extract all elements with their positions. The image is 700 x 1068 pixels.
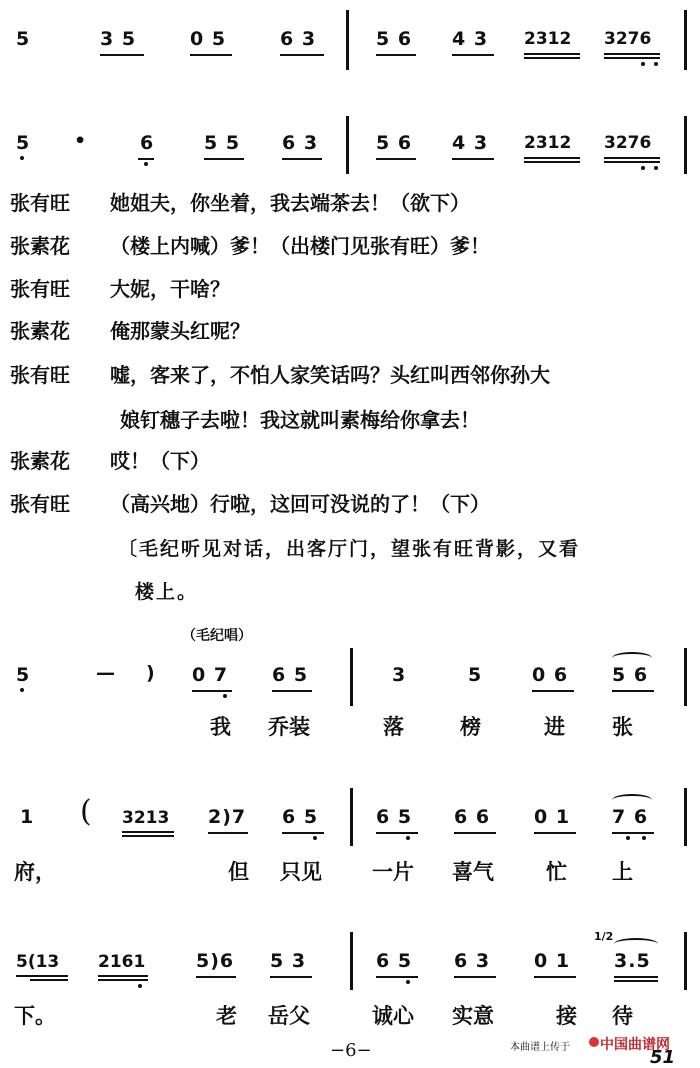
barline	[684, 648, 687, 706]
lyric: 我	[210, 714, 231, 739]
barline	[346, 116, 349, 174]
dialogue-line	[10, 233, 490, 259]
note: 5 6	[612, 664, 649, 686]
note: 2312	[524, 29, 572, 49]
note: 1	[20, 806, 35, 828]
dialogue-continuation: 娘钉穗子去啦！我这就叫素梅给你拿去！	[120, 408, 480, 432]
note: 5	[468, 664, 483, 686]
note: 5	[16, 132, 31, 154]
speaker-name: 张有旺	[10, 492, 70, 516]
lyric: 老	[216, 1003, 237, 1028]
note: 6 5	[282, 806, 319, 828]
note: 0 1	[534, 806, 571, 828]
lyric: 落	[383, 714, 404, 739]
lyric: 府，	[14, 859, 56, 884]
lyric: 上	[612, 859, 633, 884]
dialogue-text: 嘘，客来了，不怕人家笑话吗？头红叫西邻你孙大	[110, 363, 550, 387]
note: 5 5	[204, 132, 241, 154]
dialogue-line	[10, 318, 250, 344]
speaker-name: 张素花	[10, 319, 70, 343]
lyric: 但	[228, 859, 249, 884]
brand-link[interactable]: 中国曲谱网	[600, 1037, 670, 1053]
dialogue-text: （楼上内喊）爹！（出楼门见张有旺）爹！	[110, 234, 490, 258]
dialogue-line	[10, 491, 490, 517]
dialogue-text: 哎！（下）	[110, 449, 210, 473]
upload-note: 本曲谱上传于	[510, 1042, 570, 1053]
lyric: 榜	[460, 714, 481, 739]
singer-label: （毛纪唱）	[182, 628, 252, 644]
barline	[684, 932, 687, 990]
note: 5	[16, 28, 31, 50]
note: 5)6	[196, 950, 235, 972]
dialogue-line	[10, 362, 550, 388]
stage-direction: 〔毛纪听见对话，出客厅门，望张有旺背影，又看	[118, 538, 581, 560]
note: 0 6	[532, 664, 569, 686]
note: 3276	[604, 133, 652, 153]
note: )	[146, 662, 156, 684]
lyric: 接	[556, 1003, 577, 1028]
stage-direction: 楼上。	[135, 581, 199, 603]
lyric: 岳父	[268, 1003, 310, 1028]
note: 5 3	[270, 950, 307, 972]
lyric: 只见	[280, 859, 322, 884]
note: 2)7	[208, 806, 247, 828]
barline	[684, 10, 687, 70]
dialogue-text: （高兴地）行啦，这回可没说的了！（下）	[110, 492, 490, 516]
note: 3276	[604, 29, 652, 49]
dialogue-line	[10, 448, 210, 474]
barline	[684, 116, 687, 174]
speaker-name: 张素花	[10, 234, 70, 258]
paren: (	[80, 794, 92, 829]
notation-row-4	[0, 794, 700, 860]
note: 6 3	[280, 28, 317, 50]
note: 6 3	[454, 950, 491, 972]
note: 5(13	[16, 952, 60, 972]
barline	[350, 788, 353, 846]
lyric: 进	[544, 714, 565, 739]
note: 5 6	[376, 132, 413, 154]
barline	[346, 10, 349, 70]
note: 3.5	[614, 950, 651, 972]
note: 6 5	[376, 950, 413, 972]
note: 6 6	[454, 806, 491, 828]
note: 6 5	[376, 806, 413, 828]
dialogue-text: 俺那蒙头红呢？	[110, 319, 250, 343]
note: 2161	[98, 952, 146, 972]
note: 6 3	[282, 132, 319, 154]
note: 0 7	[192, 664, 229, 686]
lyric: 喜气	[452, 859, 494, 884]
dialogue-text: 她姐夫，你坐着，我去端茶去！（欲下）	[110, 191, 470, 215]
barline	[684, 788, 687, 846]
lyric: 张	[612, 714, 633, 739]
notation-row-5	[0, 930, 700, 1004]
dialogue-line	[10, 276, 230, 302]
barline	[350, 648, 353, 706]
speaker-name: 张有旺	[10, 277, 70, 301]
notation-row-2	[0, 128, 700, 188]
lyric: 下。	[14, 1003, 56, 1028]
lyric: 忙	[546, 859, 567, 884]
notation-row-1	[0, 22, 700, 82]
note: •	[74, 130, 88, 152]
note: 3 5	[100, 28, 137, 50]
speaker-name: 张有旺	[10, 363, 70, 387]
notation-row-3	[0, 660, 700, 720]
note: 5	[16, 664, 31, 686]
note: 0 1	[534, 950, 571, 972]
note: 3	[392, 664, 407, 686]
corner-page-number: 51	[650, 1047, 676, 1068]
speaker-name: 张素花	[10, 449, 70, 473]
note: 6	[140, 132, 155, 154]
lyric: 一片	[372, 859, 414, 884]
note: 2312	[524, 133, 572, 153]
note: 0 5	[190, 28, 227, 50]
dialogue-text: 大妮，干啥？	[110, 277, 230, 301]
lyric: 乔装	[268, 714, 310, 739]
note: —	[96, 662, 116, 684]
note: 7 6	[612, 806, 649, 828]
note: 4 3	[452, 28, 489, 50]
page-number: −6−	[330, 1040, 372, 1061]
note: 3213	[122, 808, 170, 828]
speaker-name: 张有旺	[10, 191, 70, 215]
lyric: 待	[612, 1003, 633, 1028]
dialogue-line	[10, 190, 470, 216]
lyric: 诚心	[372, 1003, 414, 1028]
brand-logo-icon	[589, 1037, 599, 1047]
barline	[350, 932, 353, 990]
note: 4 3	[452, 132, 489, 154]
lyric: 实意	[452, 1003, 494, 1028]
note: 6 5	[272, 664, 309, 686]
note: 5 6	[376, 28, 413, 50]
grace-note: 1/2	[594, 930, 614, 943]
